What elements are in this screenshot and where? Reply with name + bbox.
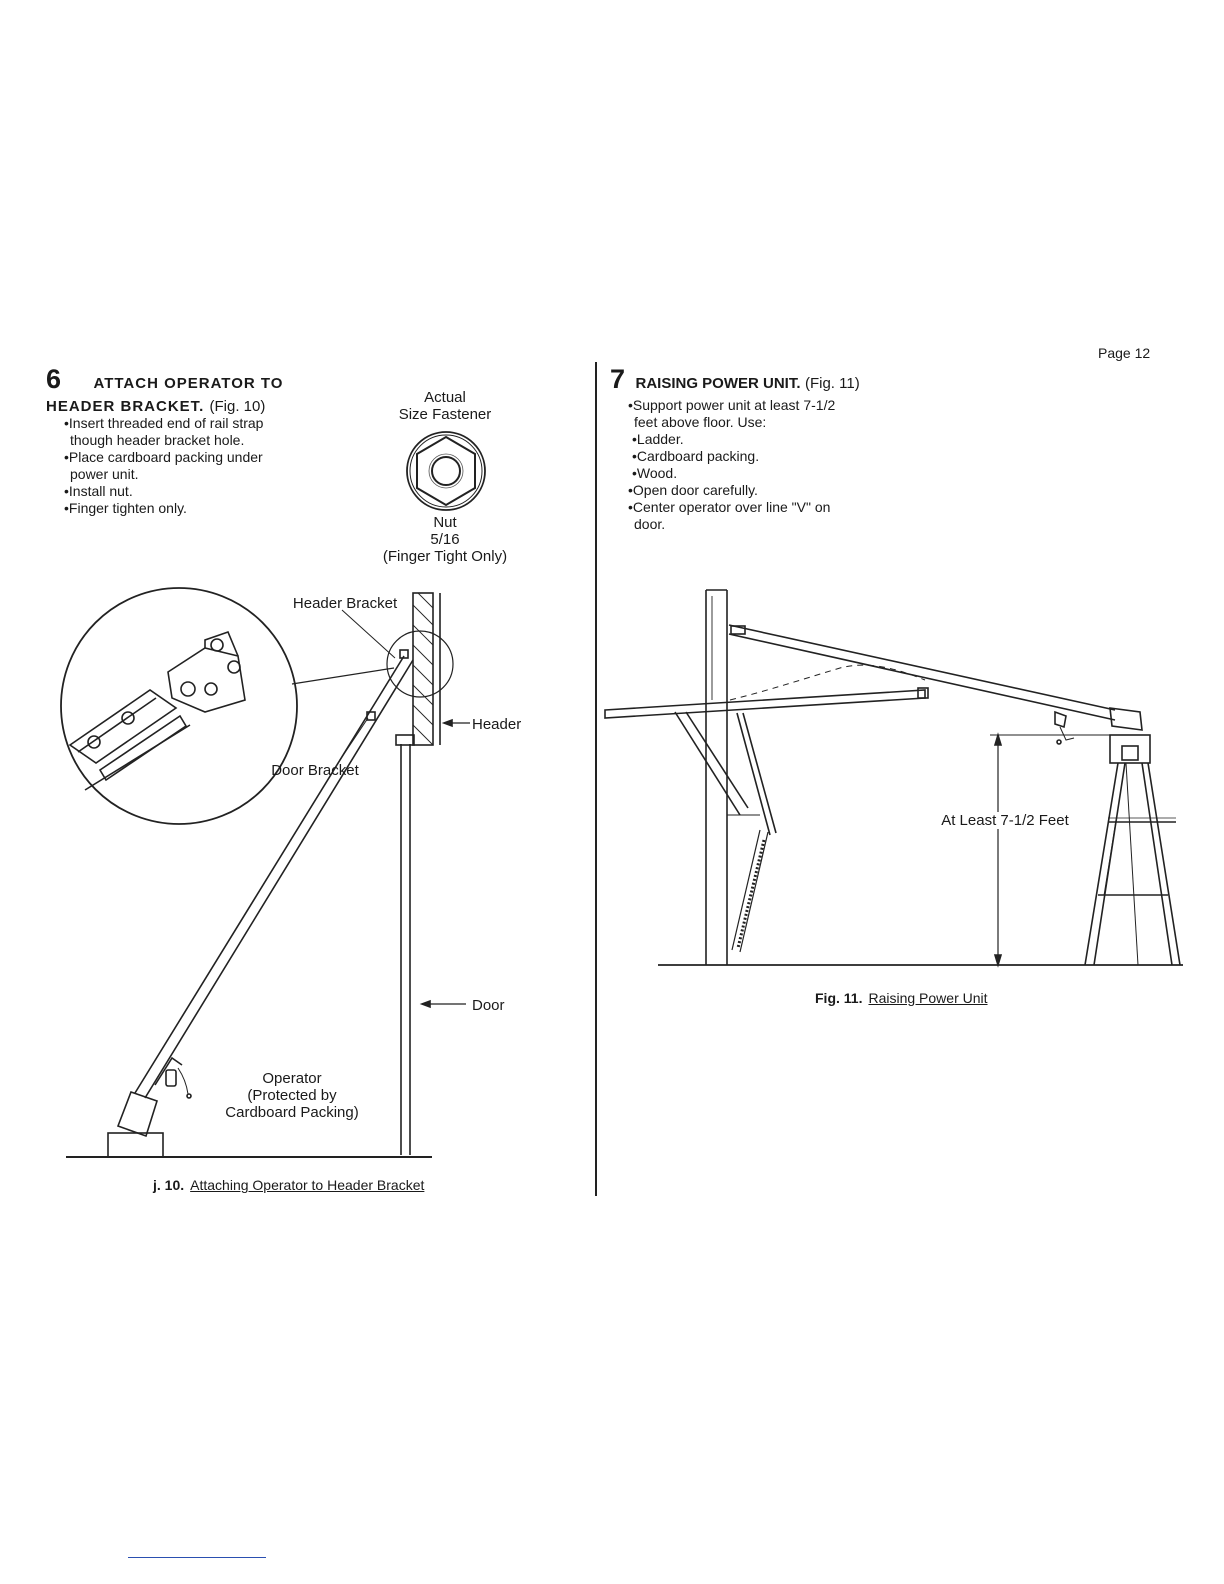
step-7-number: 7 (610, 364, 626, 394)
step-7-bullet: •Ladder. (632, 431, 684, 447)
step-6-bullet: power unit. (70, 466, 139, 482)
step-7-bullet: •Cardboard packing. (632, 448, 760, 464)
fig-11-caption-text: Raising Power Unit (868, 990, 988, 1006)
fastener-heading-line1: Actual (424, 389, 466, 406)
fig-11-caption-prefix: Fig. 11. (815, 990, 863, 1006)
step-6-bullet: though header bracket hole. (70, 432, 245, 448)
step-7-bullet: •Wood. (632, 465, 678, 481)
header-bracket-label: Header Bracket (292, 595, 398, 612)
step-6-bullet: •Install nut. (64, 483, 133, 499)
step-7-bullet: •Open door carefully. (628, 482, 758, 498)
fig-11-caption (815, 990, 988, 1006)
step-7-fig-ref: (Fig. 11) (804, 375, 860, 392)
step-6-title-line1: ATTACH OPERATOR TO (93, 375, 284, 392)
scan-underline (128, 1557, 266, 1558)
step-7-bullet: •Center operator over line "V" on (628, 499, 831, 515)
header-label: Header (472, 716, 522, 733)
door-label: Door (472, 997, 505, 1014)
step-6-bullet: •Insert threaded end of rail strap (64, 415, 264, 431)
step-7-title: RAISING POWER UNIT. (635, 375, 801, 392)
step-6-number: 6 (46, 364, 62, 394)
fig-10-caption-prefix: j. 10. (153, 1177, 185, 1193)
nut-label-line3: (Finger Tight Only) (382, 548, 508, 565)
operator-label-line1: Operator (262, 1070, 322, 1087)
step-7-bullet: •Support power unit at least 7-1/2 (628, 397, 836, 413)
fig-10-caption-text: Attaching Operator to Header Bracket (190, 1177, 425, 1193)
page-number: Page 12 (1098, 345, 1151, 361)
step-7-bullet: door. (634, 516, 666, 532)
step-6-bullet: •Place cardboard packing under (64, 449, 263, 465)
step-6-fig-ref: (Fig. 10) (209, 398, 266, 415)
nut-label-line1: Nut (433, 514, 457, 531)
step-6-bullet: •Finger tighten only. (64, 500, 187, 516)
step-7-bullet: feet above floor. Use: (634, 414, 767, 430)
operator-label-line3: Cardboard Packing) (225, 1104, 359, 1121)
door-bracket-label: Door Bracket (271, 762, 359, 779)
step-6-title-line2: HEADER BRACKET. (46, 398, 205, 415)
fastener-heading-line2: Size Fastener (398, 406, 492, 423)
height-label: At Least 7-1/2 Feet (930, 812, 1080, 829)
nut-label-line2: 5/16 (430, 531, 460, 548)
operator-label-line2: (Protected by (247, 1087, 337, 1104)
